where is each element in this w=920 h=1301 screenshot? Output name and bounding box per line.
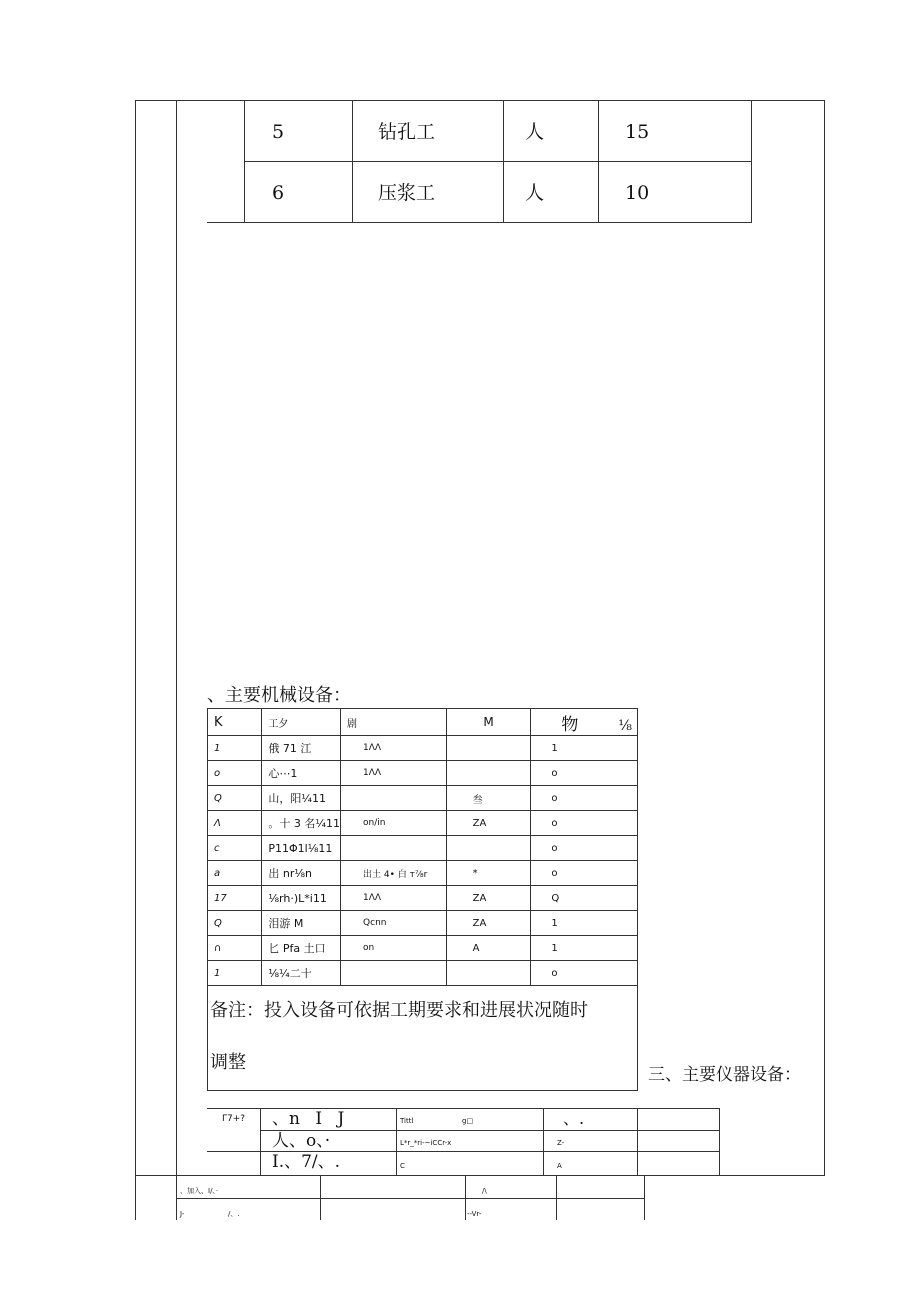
machinery-row-5-c1: c (208, 836, 262, 861)
machinery-row-4-c2: 。十 3 名¼11 (262, 811, 341, 836)
machinery-row-2-c5: o (531, 761, 638, 786)
labor-row-1-name: 钻孔工 (378, 121, 436, 143)
instrument-r1-c1: Γ7+? (222, 1114, 246, 1124)
machinery-row-8-c1: Q (208, 911, 262, 936)
instrument-r3-c3: C (400, 1162, 405, 1170)
machinery-heading: 、主要机械设备： (207, 685, 351, 706)
labor-row-1-qty: 15 (625, 121, 650, 143)
machinery-row-7-c2: ⅛rh·)L*i11 (262, 886, 341, 911)
machinery-row-9-c1: ∩ (208, 936, 262, 961)
machinery-row-9-c4: A (446, 936, 531, 961)
machinery-remark-row (208, 986, 638, 1091)
machinery-row-8-c4: ZA (446, 911, 531, 936)
footer-r2-c1b: /、. (228, 1210, 240, 1218)
machinery-row-3-c5: o (531, 786, 638, 811)
frame-left (135, 100, 136, 1220)
machinery-row-5-c4 (446, 836, 531, 861)
instrument-r1-c4: 、. (563, 1109, 585, 1128)
machinery-row-4-c3: on/in (341, 811, 447, 836)
labor-row-2-name: 压浆工 (378, 182, 436, 204)
frame-top (135, 100, 825, 101)
machinery-row-8-c2: 泪游 M (262, 911, 341, 936)
labor-row-2-qty: 10 (625, 182, 650, 204)
table-row (208, 961, 638, 986)
machinery-header-model: 剧 (341, 709, 447, 736)
machinery-row-8-c3: Qcnn (341, 911, 447, 936)
machinery-row-7-c5: Q (531, 886, 638, 911)
machinery-header-no: K (208, 709, 262, 736)
machinery-row-9-c2: 匕 Pfa 土口 (262, 936, 341, 961)
table-row (208, 861, 638, 886)
instrument-r1-c2: 、n I J (272, 1109, 345, 1129)
frame-bottom (135, 1175, 825, 1176)
machinery-remark (208, 986, 638, 1091)
instrument-r1-c3b: g□ (462, 1117, 474, 1125)
frame-inner-left (176, 100, 177, 1220)
machinery-row-2-c1: o (208, 761, 262, 786)
machinery-row-6-c3: 出土 4• 白 т⅞r (341, 861, 447, 886)
machinery-row-3-c4: 叁 (446, 786, 531, 811)
machinery-header-name: 工夕 (262, 709, 341, 736)
machinery-row-4-c1: Λ (208, 811, 262, 836)
machinery-row-1-c5: 1 (531, 736, 638, 761)
labor-row-2-unit: 人 (525, 182, 545, 204)
footer-r1-c3: /\ (482, 1187, 487, 1195)
machinery-row-5-c2: P11Φ1l⅛11 (262, 836, 341, 861)
machinery-row-1-c2: 俄 71 江 (262, 736, 341, 761)
machinery-row-4-c4: ZA (446, 811, 531, 836)
instrument-r1-c3: Tittl (400, 1117, 414, 1125)
machinery-row-5-c5: o (531, 836, 638, 861)
machinery-row-10-c2: ⅛¼二十 (262, 961, 341, 986)
instrument-r3-c2: I.、7/、. (272, 1152, 341, 1172)
machinery-row-2-c3: 1ΛΛ (341, 761, 447, 786)
footer-r2-c1: J- (180, 1210, 185, 1218)
instrument-r3-c4: A (557, 1162, 562, 1170)
machinery-row-4-c5: o (531, 811, 638, 836)
machinery-row-3-c2: 山，阳¼11 (262, 786, 341, 811)
table-row (208, 709, 638, 736)
machinery-row-1-c1: 1 (208, 736, 262, 761)
machinery-row-5-c3 (341, 836, 447, 861)
table-row (208, 736, 638, 761)
machinery-row-2-c4 (446, 761, 531, 786)
table-row (208, 786, 638, 811)
machinery-row-10-c1: 1 (208, 961, 262, 986)
machinery-row-1-c3: 1ΛΛ (341, 736, 447, 761)
labor-row-1-unit: 人 (525, 121, 545, 143)
frame-right (824, 100, 825, 1175)
machinery-row-9-c3: on (341, 936, 447, 961)
machinery-row-6-c5: o (531, 861, 638, 886)
machinery-row-7-c1: 17 (208, 886, 262, 911)
machinery-header-unit: M (446, 709, 531, 736)
table-row (208, 936, 638, 961)
table-row (208, 836, 638, 861)
machinery-row-2-c2: 心⋯1 (262, 761, 341, 786)
labor-row-1-no: 5 (272, 121, 285, 143)
machinery-row-10-c5: o (531, 961, 638, 986)
machinery-table (207, 708, 638, 1091)
machinery-row-1-c4 (446, 736, 531, 761)
machinery-row-8-c5: 1 (531, 911, 638, 936)
instrument-r2-c3: L*r_*ri-~iCCr-x (400, 1139, 452, 1147)
table-row (208, 811, 638, 836)
machinery-row-7-c4: ZA (446, 886, 531, 911)
labor-row-2-no: 6 (272, 182, 285, 204)
table-row (208, 911, 638, 936)
machinery-row-3-c1: Q (208, 786, 262, 811)
footer-r1-c1: 、加入、I/、· (180, 1187, 219, 1195)
machinery-row-9-c5: 1 (531, 936, 638, 961)
instruments-heading: 三、主要仪器设备： (648, 1065, 801, 1085)
machinery-row-6-c4: * (446, 861, 531, 886)
remark-line-1: 备注：投入设备可依据工期要求和进展状况随时 (210, 1000, 588, 1021)
machinery-row-10-c3 (341, 961, 447, 986)
machinery-header-qty: 物 ⅛ (531, 709, 638, 736)
table-row (208, 886, 638, 911)
instrument-r2-c2: 人、o、· (272, 1131, 331, 1151)
instrument-r2-c4: Z- (557, 1139, 565, 1147)
machinery-row-10-c4 (446, 961, 531, 986)
remark-line-2: 调整 (210, 1052, 246, 1073)
machinery-row-6-c2: 出 nr⅛n (262, 861, 341, 886)
machinery-row-6-c1: a (208, 861, 262, 886)
table-row (208, 761, 638, 786)
machinery-row-7-c3: 1ΛΛ (341, 886, 447, 911)
machinery-row-3-c3 (341, 786, 447, 811)
footer-r2-c3: --Vr- (467, 1210, 482, 1218)
